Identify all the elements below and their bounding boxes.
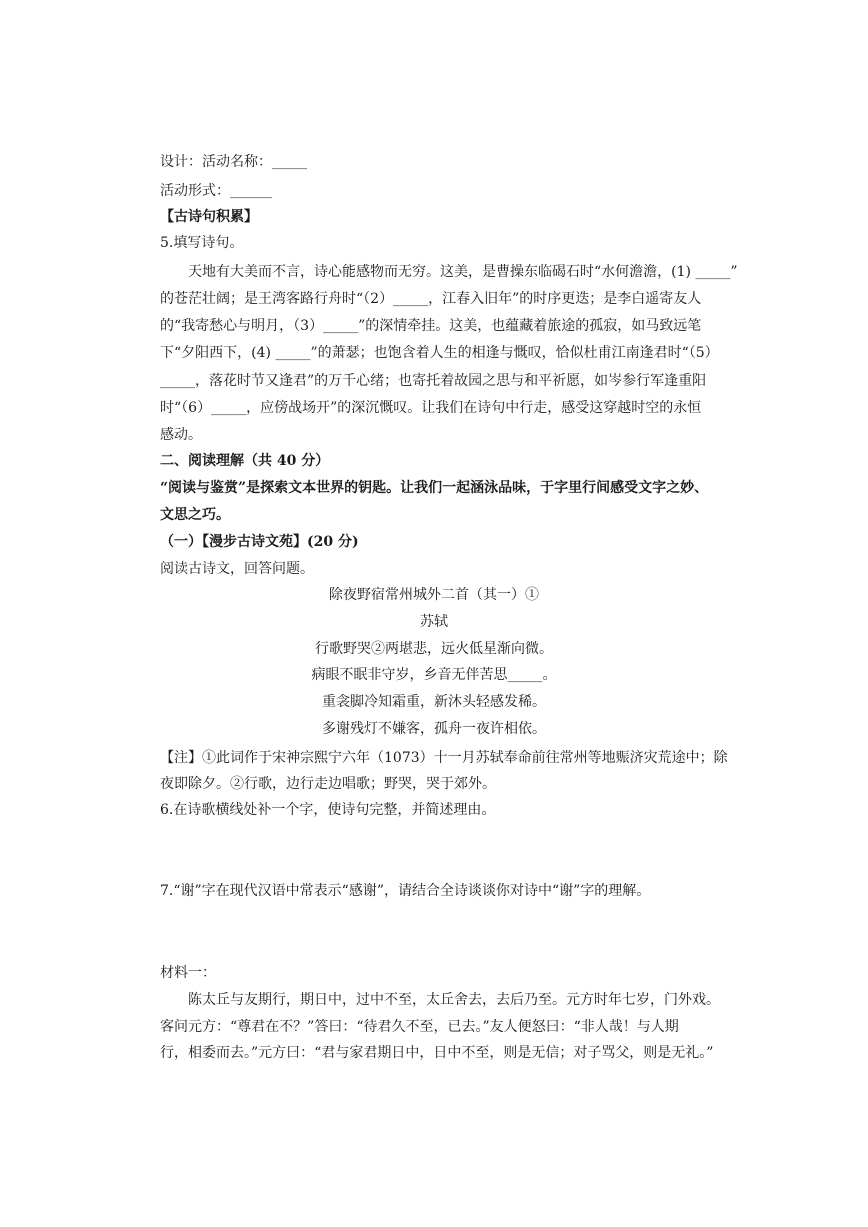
poem-note-line: 夜即除夕。②行歌，边行走边唱歌；野哭，哭于郊外。 <box>160 776 496 792</box>
question-5: 5.填写诗句。 <box>160 235 244 251</box>
poem-line: 重衾脚冷知霜重，新沐头轻感发稀。 <box>322 694 546 710</box>
part-2-intro-line: “阅读与鉴赏”是探索文本世界的钥匙。让我们一起涵泳品味，于字里行间感受文字之妙、 <box>160 480 709 496</box>
part-2-intro-line: 文思之巧。 <box>160 507 230 523</box>
part-2-heading: 二、阅读理解（共 40 分） <box>160 453 330 469</box>
q5-para-line: 的苍茫壮阔；是王湾客路行舟时“（2）_____，江春入旧年”的时序更迭；是李白遥寄友人 <box>160 291 702 307</box>
design-activity-form: 活动形式：______ <box>160 183 272 199</box>
reading-instruction: 阅读古诗文，回答问题。 <box>160 561 314 577</box>
q5-para-line: _____，落花时节又逢君”的万千心绪；也寄托着故园之思与和平祈愿，如岑参行军逢重阳 <box>160 373 707 389</box>
design-activity-name: 设计：活动名称：_____ <box>160 154 307 170</box>
material-1-line: 客问元方：“尊君在不？”答曰：“待君久不至，已去。”友人便怒曰：“非人哉！与人期 <box>160 1019 679 1035</box>
poem-title: 除夜野宿常州城外二首（其一）① <box>329 587 539 603</box>
poem-line: 行歌野哭②两堪悲，远火低星渐向微。 <box>315 641 553 657</box>
poem-line: 多谢残灯不嫌客，孤舟一夜许相依。 <box>322 721 546 737</box>
material-1-label: 材料一： <box>160 965 216 981</box>
material-1-line: 行，相委而去。”元方曰：“君与家君期日中，日中不至，则是无信；对子骂父，则是无礼。” <box>160 1045 714 1061</box>
poem-note-line: 【注】①此词作于宋神宗熙宁六年（1073）十一月苏轼奉命前往常州等地赈济灾荒途中；除 <box>160 750 728 766</box>
sub-section-heading: （一）【漫步古诗文苑】(20 分) <box>160 534 359 550</box>
q5-para-line: 下“夕阳西下，(4) _____”的萧瑟；也饱含着人生的相逢与慨叹，恰似杜甫江南逢君时“（5） <box>160 345 719 361</box>
q5-para-line: 的“我寄愁心与明月，（3）_____”的深情牵挂。这美，也蕴藏着旅途的孤寂，如马致远笔 <box>160 318 702 334</box>
q5-para-line: 感动。 <box>160 427 202 443</box>
section-heading-gushi: 【古诗句积累】 <box>160 209 258 225</box>
question-6: 6.在诗歌横线处补一个字，使诗句完整，并简述理由。 <box>160 802 496 818</box>
question-7: 7.“谢”字在现代汉语中常表示“感谢”，请结合全诗谈谈你对诗中“谢”字的理解。 <box>160 883 651 899</box>
q5-para-line: 时“（6）_____，应傍战场开”的深沉慨叹。让我们在诗句中行走，感受这穿越时空的永恒 <box>160 400 702 416</box>
poem-author: 苏轼 <box>420 614 448 630</box>
poem-line: 病眼不眠非守岁，乡音无伴苦思_____。 <box>311 667 557 683</box>
q5-para-line: 天地有大美而不言，诗心能感物而无穷。这美，是曹操东临碣石时“水何澹澹，(1) _____” <box>188 264 738 280</box>
material-1-line: 陈太丘与友期行，期日中，过中不至，太丘舍去，去后乃至。元方时年七岁，门外戏。 <box>188 992 720 1008</box>
